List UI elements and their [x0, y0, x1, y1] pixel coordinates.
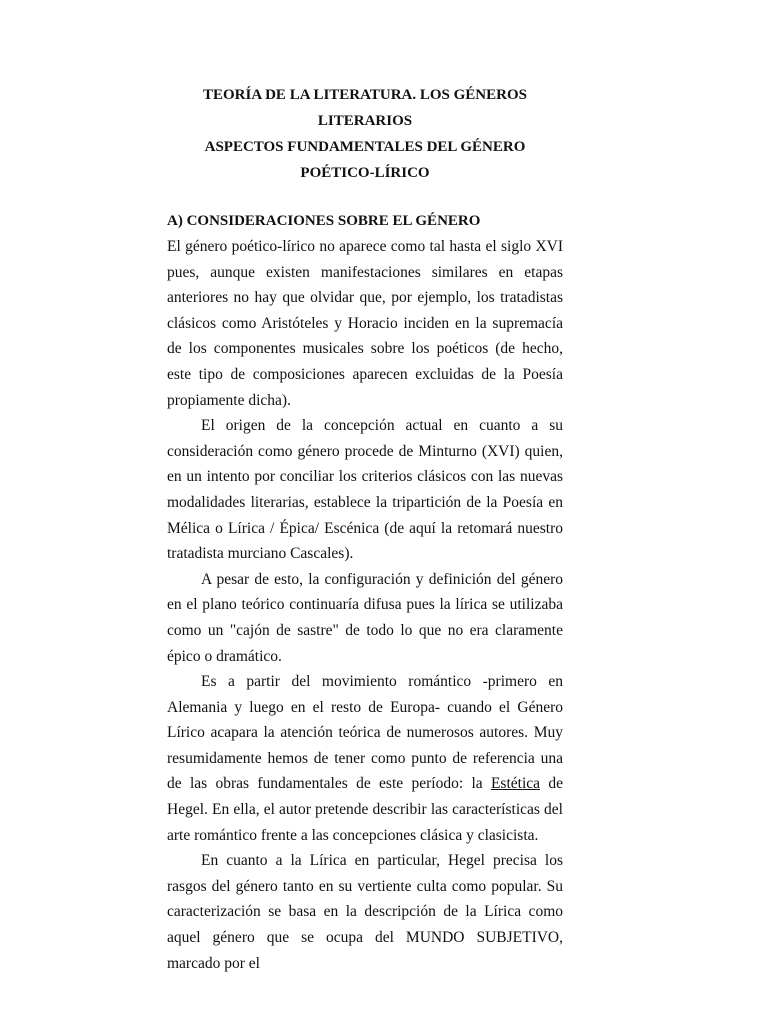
title-line-3: ASPECTOS FUNDAMENTALES DEL GÉNERO [204, 139, 526, 155]
paragraph-2: El origen de la concepción actual en cuanto a su consideración como género procede de Minturno (XVI) quien, en un intento por conciliar los criterios clásicos con las nuevas modalidades literarias, establece la tripartición de la Poesía en Mélica o Lírica / Épica/ Escénica (de aquí la retomará nuestro tratadista murciano Cascales). [167, 417, 563, 563]
title-line-4: POÉTICO-LÍRICO [300, 165, 430, 181]
section-heading: A) CONSIDERACIONES SOBRE EL GÉNERO [167, 213, 481, 229]
document-title [167, 82, 563, 186]
estetica-title: Estética [490, 775, 541, 793]
title-line-1: TEORÍA DE LA LITERATURA. LOS GÉNEROS [203, 87, 527, 103]
paragraph-3: A pesar de esto, la configuración y definición del género en el plano teórico continuaría difusa pues la lírica se utilizaba como un "cajón de sastre" de todo lo que no era claramente épico o dramático. [167, 570, 563, 665]
paragraph-4-before: Es a partir del movimiento romántico -primero en Alemania y luego en el resto de Europa- cuando el Género Lírico acapara la atención teórica de numerosos autores. Muy resumidamente hemos de tener como punto de referencia una de las obras fundamentales de este período: la [167, 673, 563, 793]
title-line-2: LITERARIOS [317, 113, 413, 129]
paragraph-1: El género poético-lírico no aparece como tal hasta el siglo XVI pues, aunque existen manifestaciones similares en etapas anteriores no hay que olvidar que, por ejemplo, los tratadistas clásicos como Aristóteles y Horacio inciden en la supremacía de los componentes musicales sobre los poéticos (de hecho, este tipo de composiciones aparecen excluidas de la Poesía propiamente dicha). [167, 238, 563, 409]
paragraph-4 [167, 669, 563, 848]
paragraph-4-after: de Hegel. En ella, el autor pretende describir las características del arte romántico frente a las concepciones clásica y clasicista. [167, 775, 563, 844]
paragraph-5: En cuanto a la Lírica en particular, Hegel precisa los rasgos del género tanto en su vertiente culta como popular. Su caracterización se basa en la descripción de la Lírica como aquel género que se ocupa del MUNDO SUBJETIVO, marcado por el [167, 852, 563, 972]
document-page [167, 82, 563, 976]
